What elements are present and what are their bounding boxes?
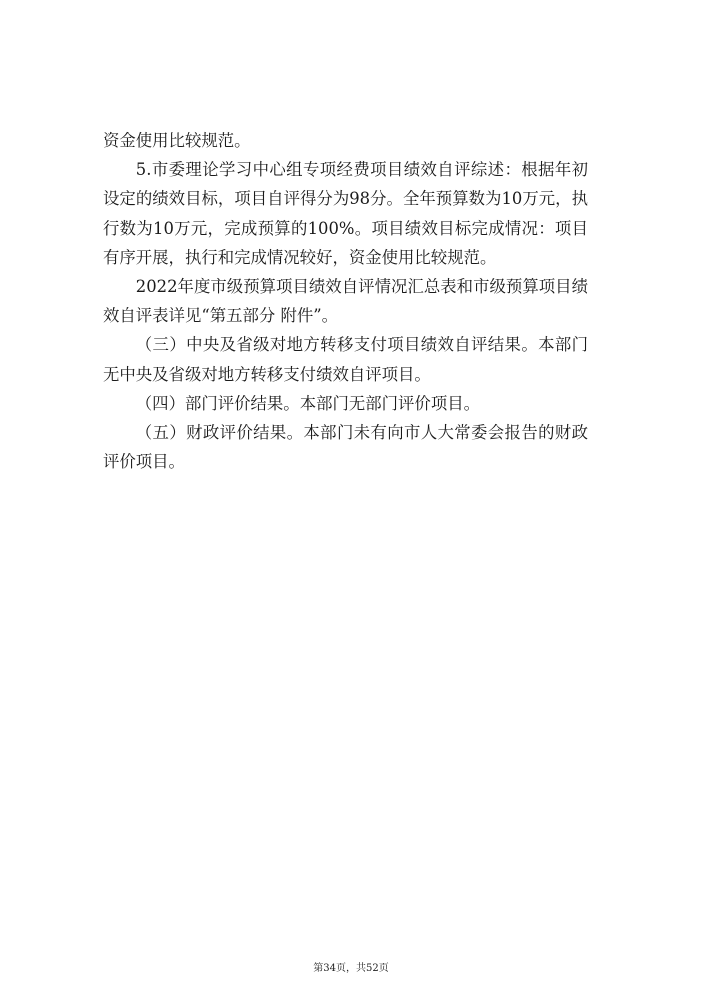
paragraph-project-5-summary: 5.市委理论学习中心组专项经费项目绩效自评综述：根据年初设定的绩效目标，项目自评得分为98分。全年预算数为10万元，执行数为10万元，完成预算的100%。项目绩效目标完成情况：项目有序开展，执行和完成情况较好，资金使用比较规范。	[103, 160, 588, 267]
paragraph-section-5-fiscal-evaluation: （五）财政评价结果。本部门未有向市人大常委会报告的财政评价项目。	[103, 423, 588, 472]
page-number-footer: 第34页，共52页	[313, 963, 389, 974]
paragraph-section-3-transfer-payments: （三）中央及省级对地方转移支付项目绩效自评结果。本部门无中央及省级对地方转移支付绩效自评项目。	[103, 335, 588, 384]
paragraph-section-4-department-evaluation: （四）部门评价结果。本部门无部门评价项目。	[135, 393, 480, 413]
paragraph-attachment-reference: 2022年度市级预算项目绩效自评情况汇总表和市级预算项目绩效自评表详见“第五部分 附件”。	[103, 277, 588, 326]
document-body	[103, 126, 588, 476]
paragraph-continuation: 资金使用比较规范。	[103, 131, 251, 150]
